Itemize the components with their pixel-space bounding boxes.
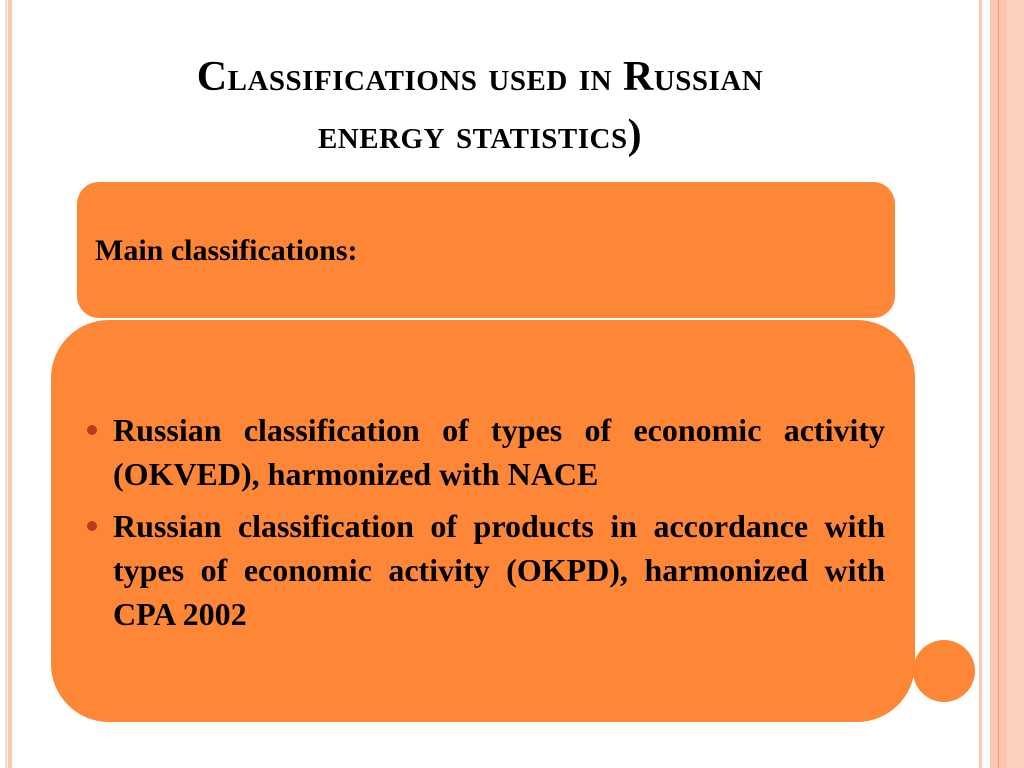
classifications-list xyxy=(113,408,885,644)
right-border-stripe-thin xyxy=(979,0,982,768)
list-item xyxy=(113,408,885,496)
bullet-dot-icon xyxy=(87,521,97,531)
list-item xyxy=(113,504,885,636)
slide-title xyxy=(110,48,850,164)
slide-title-line-2: energy statistics) xyxy=(317,112,643,158)
left-border-stripe xyxy=(8,0,12,768)
list-item-text: Russian classification of products in accordance with types of economic activity (OKPD), harmonized with CPA 2002 xyxy=(113,508,885,632)
left-border-stripe-thin xyxy=(5,0,7,768)
decorative-circle-icon xyxy=(913,640,975,702)
bullet-dot-icon xyxy=(87,425,97,435)
slide-title-line-1: Classifications used in Russian xyxy=(196,54,764,100)
right-border-line xyxy=(998,0,999,768)
classifications-content-box xyxy=(51,320,915,722)
header-box-label: Main classifications: xyxy=(95,234,358,267)
right-border-band-light xyxy=(1007,0,1024,768)
list-item-text: Russian classification of types of economic activity (OKVED), harmonized with NACE xyxy=(113,412,885,492)
main-classifications-header-box xyxy=(77,182,895,318)
